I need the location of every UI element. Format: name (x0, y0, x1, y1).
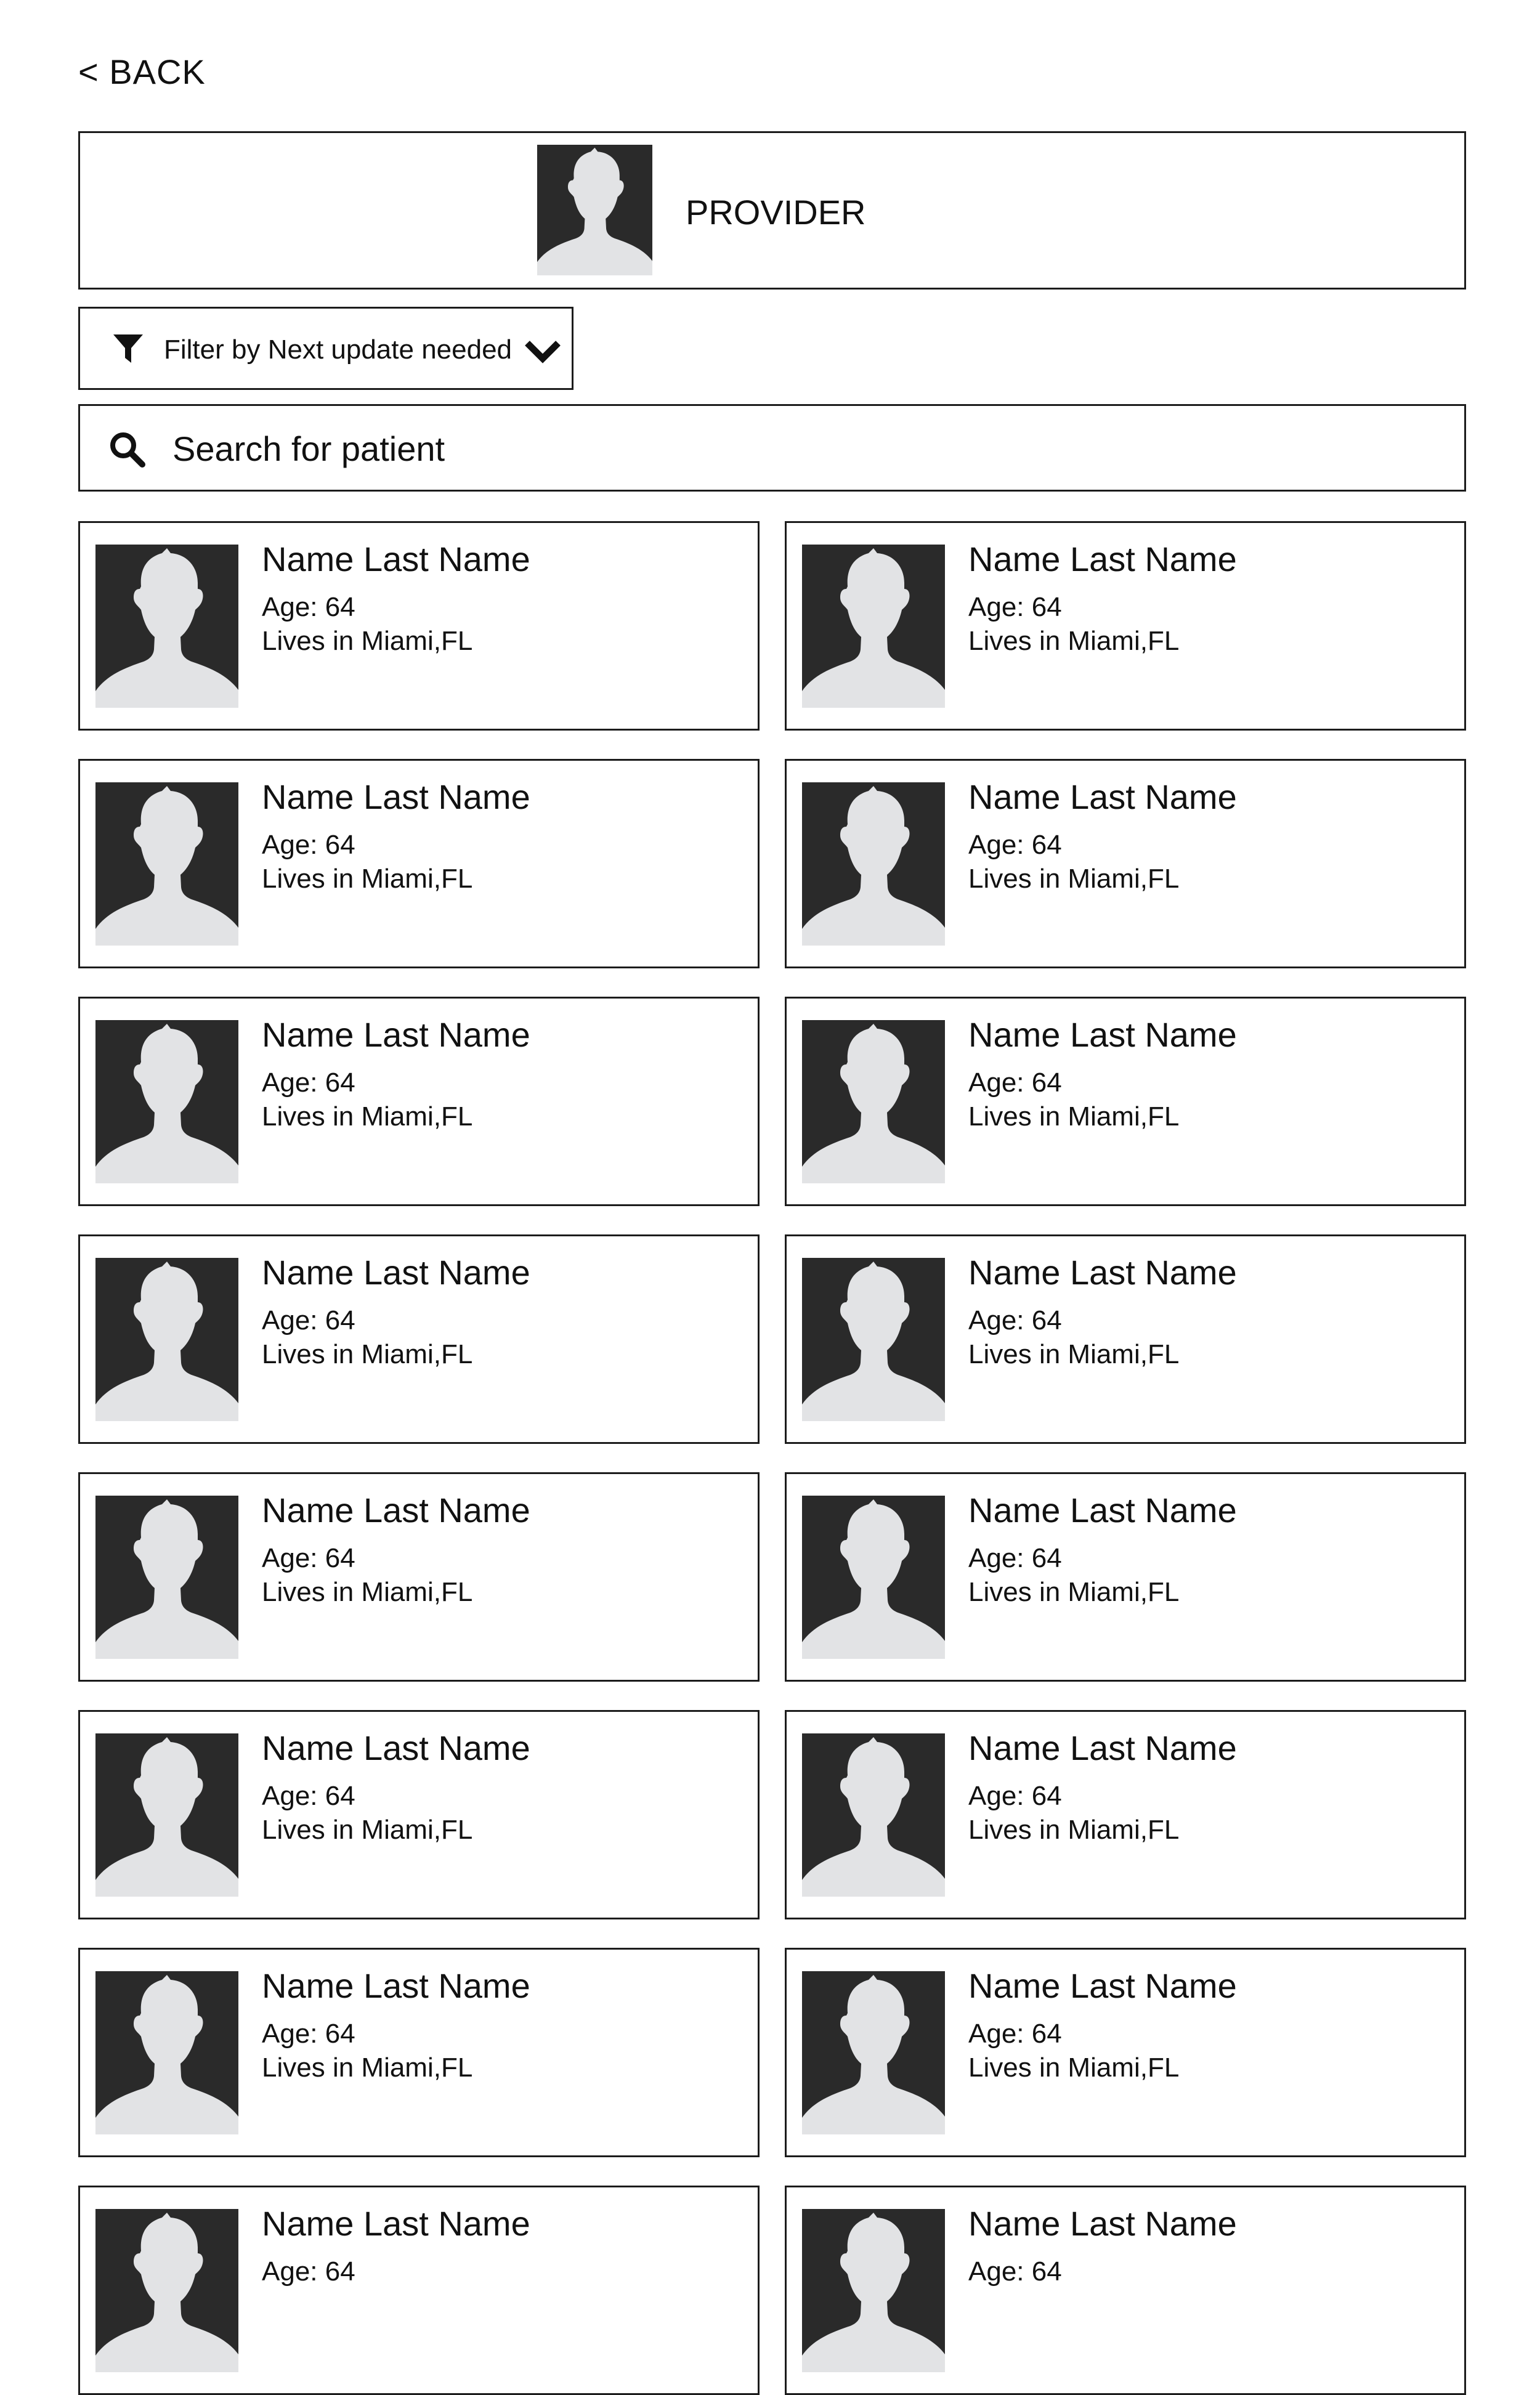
patient-location: Lives in Miami,FL (968, 1815, 1180, 1845)
patient-age: Age: 64 (968, 592, 1062, 622)
patient-age: Age: 64 (262, 2019, 355, 2049)
patient-location: Lives in Miami,FL (262, 864, 473, 894)
patient-name: Name Last Name (262, 1491, 530, 1530)
search-icon[interactable] (108, 431, 145, 468)
patient-avatar-icon (95, 2209, 238, 2372)
patient-name: Name Last Name (968, 1253, 1237, 1292)
patient-age: Age: 64 (968, 1781, 1062, 1811)
patient-location: Lives in Miami,FL (968, 626, 1180, 656)
patient-card[interactable] (785, 1948, 1466, 2157)
patient-location: Lives in Miami,FL (968, 1339, 1180, 1369)
patient-name: Name Last Name (262, 2204, 530, 2243)
patient-card[interactable] (785, 1234, 1466, 1444)
patient-avatar-icon (95, 1733, 238, 1897)
patient-name: Name Last Name (968, 2204, 1237, 2243)
patient-location: Lives in Miami,FL (262, 2053, 473, 2083)
patient-avatar-icon (802, 1258, 945, 1421)
patient-card[interactable] (78, 759, 760, 968)
patient-avatar-icon (95, 1020, 238, 1183)
patient-name: Name Last Name (968, 1491, 1237, 1530)
patient-avatar-icon (95, 545, 238, 708)
patient-avatar-icon (95, 782, 238, 946)
patient-card[interactable] (78, 2186, 760, 2395)
patient-avatar-icon (802, 1733, 945, 1897)
patient-avatar-icon (802, 1496, 945, 1659)
patient-location: Lives in Miami,FL (968, 2053, 1180, 2083)
patient-avatar-icon (95, 1496, 238, 1659)
patient-avatar-icon (802, 1020, 945, 1183)
patient-card[interactable] (78, 997, 760, 1206)
filter-dropdown[interactable] (78, 307, 573, 390)
patient-location: Lives in Miami,FL (968, 864, 1180, 894)
search-bar (78, 404, 1466, 492)
patient-age: Age: 64 (968, 2256, 1062, 2287)
patient-location: Lives in Miami,FL (968, 1577, 1180, 1607)
patient-name: Name Last Name (968, 777, 1237, 816)
search-input[interactable] (172, 421, 1435, 476)
patient-card[interactable] (78, 1948, 760, 2157)
filter-label: Filter by Next update needed (164, 334, 513, 365)
patient-location: Lives in Miami,FL (968, 1101, 1180, 1132)
patient-age: Age: 64 (968, 1068, 1062, 1098)
patient-card[interactable] (78, 1234, 760, 1444)
patient-age: Age: 64 (968, 2019, 1062, 2049)
patient-location: Lives in Miami,FL (262, 626, 473, 656)
provider-label: PROVIDER (686, 193, 866, 232)
patient-name: Name Last Name (968, 540, 1237, 578)
patient-age: Age: 64 (262, 1543, 355, 1573)
patient-name: Name Last Name (262, 777, 530, 816)
patient-location: Lives in Miami,FL (262, 1339, 473, 1369)
patient-location: Lives in Miami,FL (262, 1815, 473, 1845)
patient-age: Age: 64 (262, 830, 355, 860)
patient-card[interactable] (785, 521, 1466, 731)
patient-name: Name Last Name (262, 1728, 530, 1767)
patient-card[interactable] (785, 1472, 1466, 1682)
patient-name: Name Last Name (262, 1253, 530, 1292)
back-button[interactable]: < BACK (78, 52, 206, 91)
patient-name: Name Last Name (968, 1728, 1237, 1767)
patient-location: Lives in Miami,FL (262, 1577, 473, 1607)
patient-name: Name Last Name (968, 1015, 1237, 1054)
patient-name: Name Last Name (262, 1015, 530, 1054)
patient-age: Age: 64 (968, 1305, 1062, 1335)
patient-avatar-icon (802, 545, 945, 708)
patient-location: Lives in Miami,FL (262, 1101, 473, 1132)
patient-card[interactable] (785, 1710, 1466, 1919)
patient-age: Age: 64 (968, 830, 1062, 860)
provider-header (78, 131, 1466, 290)
patient-name: Name Last Name (262, 540, 530, 578)
filter-icon (112, 333, 144, 364)
patient-age: Age: 64 (968, 1543, 1062, 1573)
patient-age: Age: 64 (262, 2256, 355, 2287)
patient-name: Name Last Name (262, 1966, 530, 2005)
patient-card[interactable] (785, 997, 1466, 1206)
patient-card[interactable] (785, 759, 1466, 968)
patient-avatar-icon (802, 1971, 945, 2134)
chevron-down-icon[interactable] (525, 338, 561, 363)
patient-card[interactable] (785, 2186, 1466, 2395)
patient-age: Age: 64 (262, 1781, 355, 1811)
patient-card[interactable] (78, 521, 760, 731)
patient-card[interactable] (78, 1710, 760, 1919)
patient-age: Age: 64 (262, 592, 355, 622)
provider-avatar-icon (537, 145, 652, 275)
patient-avatar-icon (95, 1971, 238, 2134)
patient-avatar-icon (802, 782, 945, 946)
patient-card[interactable] (78, 1472, 760, 1682)
patient-name: Name Last Name (968, 1966, 1237, 2005)
patient-age: Age: 64 (262, 1068, 355, 1098)
patient-age: Age: 64 (262, 1305, 355, 1335)
patient-avatar-icon (95, 1258, 238, 1421)
patient-avatar-icon (802, 2209, 945, 2372)
